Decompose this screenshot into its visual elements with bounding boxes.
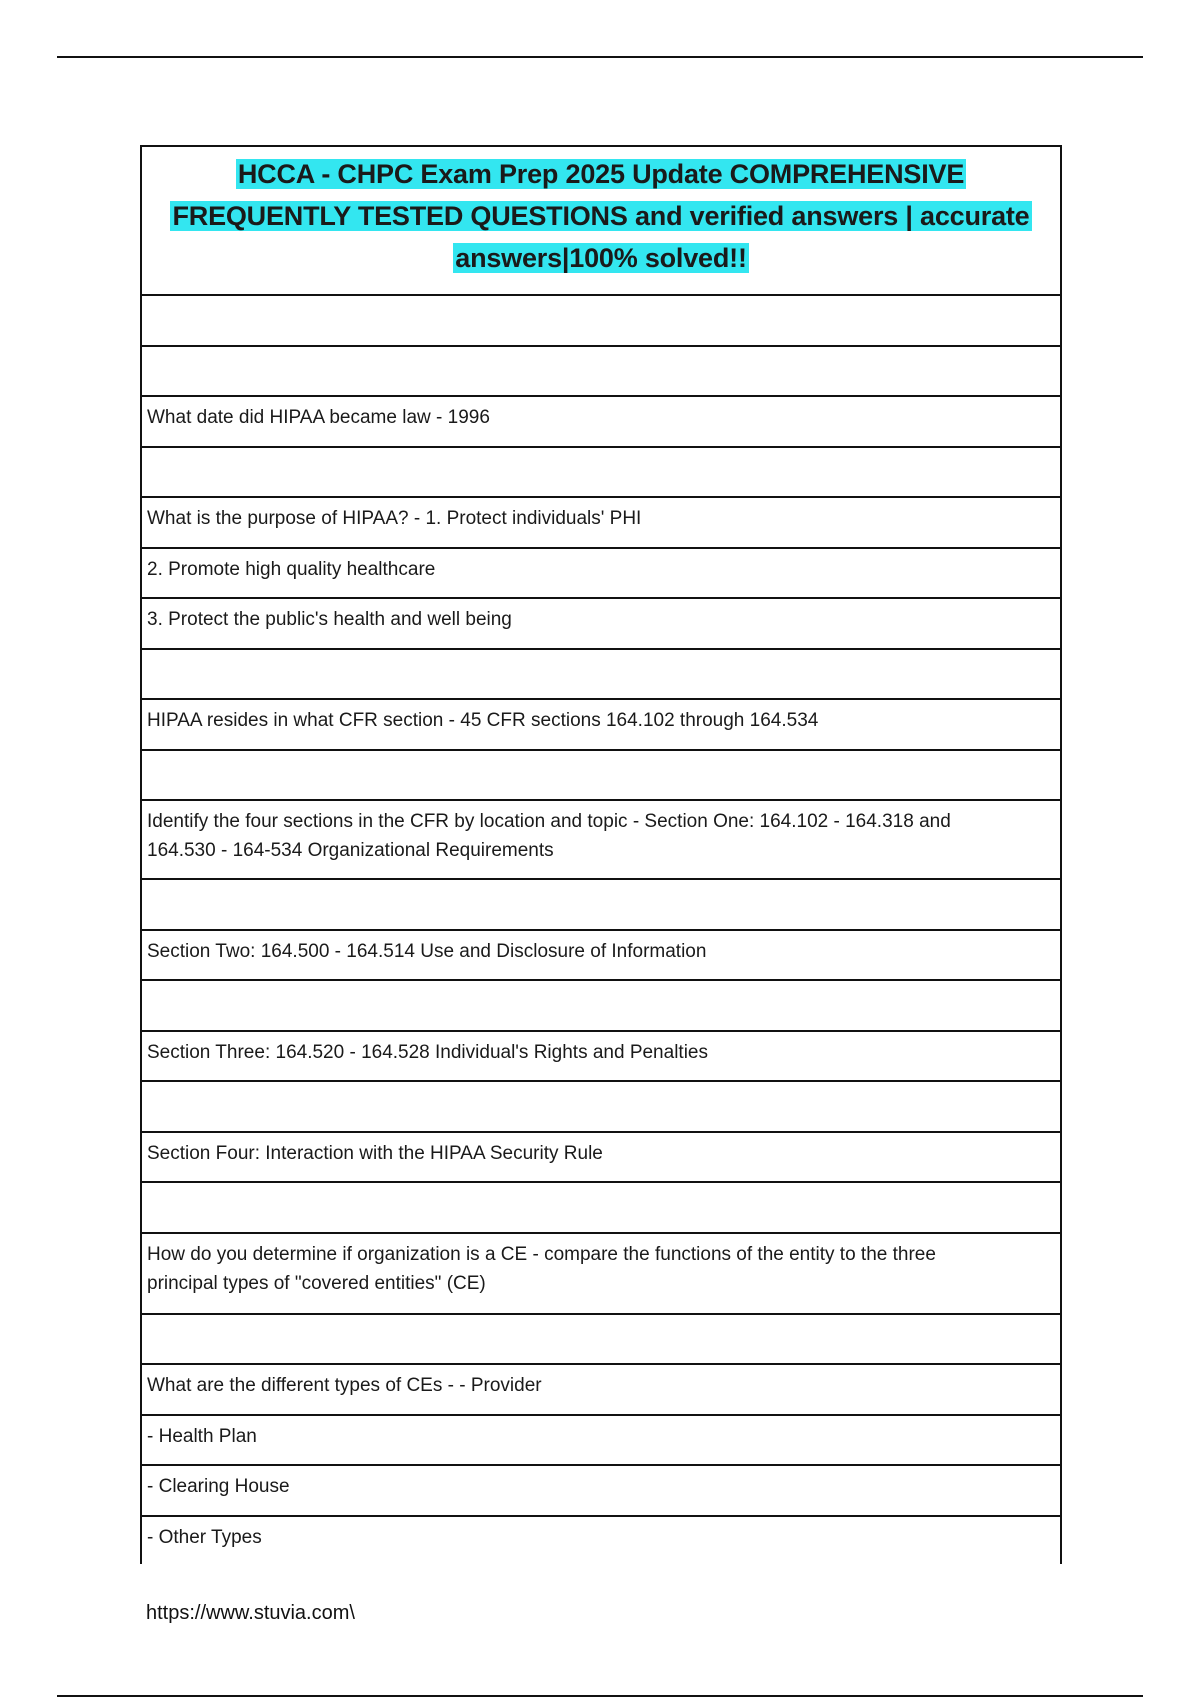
table-row: 3. Protect the public's health and well being xyxy=(142,599,1060,650)
table-row: Section Two: 164.500 - 164.514 Use and Disclosure of Information xyxy=(142,931,1060,982)
table-row: What are the different types of CEs - - Provider xyxy=(142,1365,1060,1416)
footer-url[interactable]: https://www.stuvia.com\ xyxy=(146,1602,355,1624)
table-row xyxy=(142,448,1060,499)
table-row xyxy=(142,650,1060,701)
table-row: 2. Promote high quality healthcare xyxy=(142,549,1060,600)
table-row: Section Three: 164.520 - 164.528 Individual's Rights and Penalties xyxy=(142,1032,1060,1083)
table-row: HIPAA resides in what CFR section - 45 CFR sections 164.102 through 164.534 xyxy=(142,700,1060,751)
table-row: Section Four: Interaction with the HIPAA Security Rule xyxy=(142,1133,1060,1184)
table-row: Identify the four sections in the CFR by location and topic - Section One: 164.102 - 164.318 and 164.530 - 164-534 Organizational Requirements xyxy=(142,801,1060,880)
title-line-2: FREQUENTLY TESTED QUESTIONS and verified answers | accurate xyxy=(172,201,1030,231)
table-row xyxy=(142,296,1060,347)
document-title xyxy=(142,147,1060,296)
table-row xyxy=(142,1183,1060,1234)
table-row: How do you determine if organization is a CE - compare the functions of the entity to the three principal types of "covered entities" (CE) xyxy=(142,1234,1060,1315)
title-line-1: HCCA - CHPC Exam Prep 2025 Update COMPREHENSIVE xyxy=(237,159,965,189)
table-row: - Clearing House xyxy=(142,1466,1060,1517)
table-row: What is the purpose of HIPAA? - 1. Protect individuals' PHI xyxy=(142,498,1060,549)
top-rule xyxy=(57,56,1143,58)
table-row xyxy=(142,347,1060,398)
table-row xyxy=(142,880,1060,931)
table-row: - Health Plan xyxy=(142,1416,1060,1467)
table-row: - Other Types xyxy=(147,1526,262,1548)
qa-table xyxy=(140,145,1062,1564)
bottom-rule xyxy=(57,1695,1143,1697)
title-line-3: answers|100% solved!! xyxy=(455,243,747,273)
table-row xyxy=(142,1315,1060,1366)
table-row: What date did HIPAA became law - 1996 xyxy=(142,397,1060,448)
table-row xyxy=(142,1082,1060,1133)
table-row xyxy=(142,981,1060,1032)
table-row xyxy=(142,751,1060,802)
